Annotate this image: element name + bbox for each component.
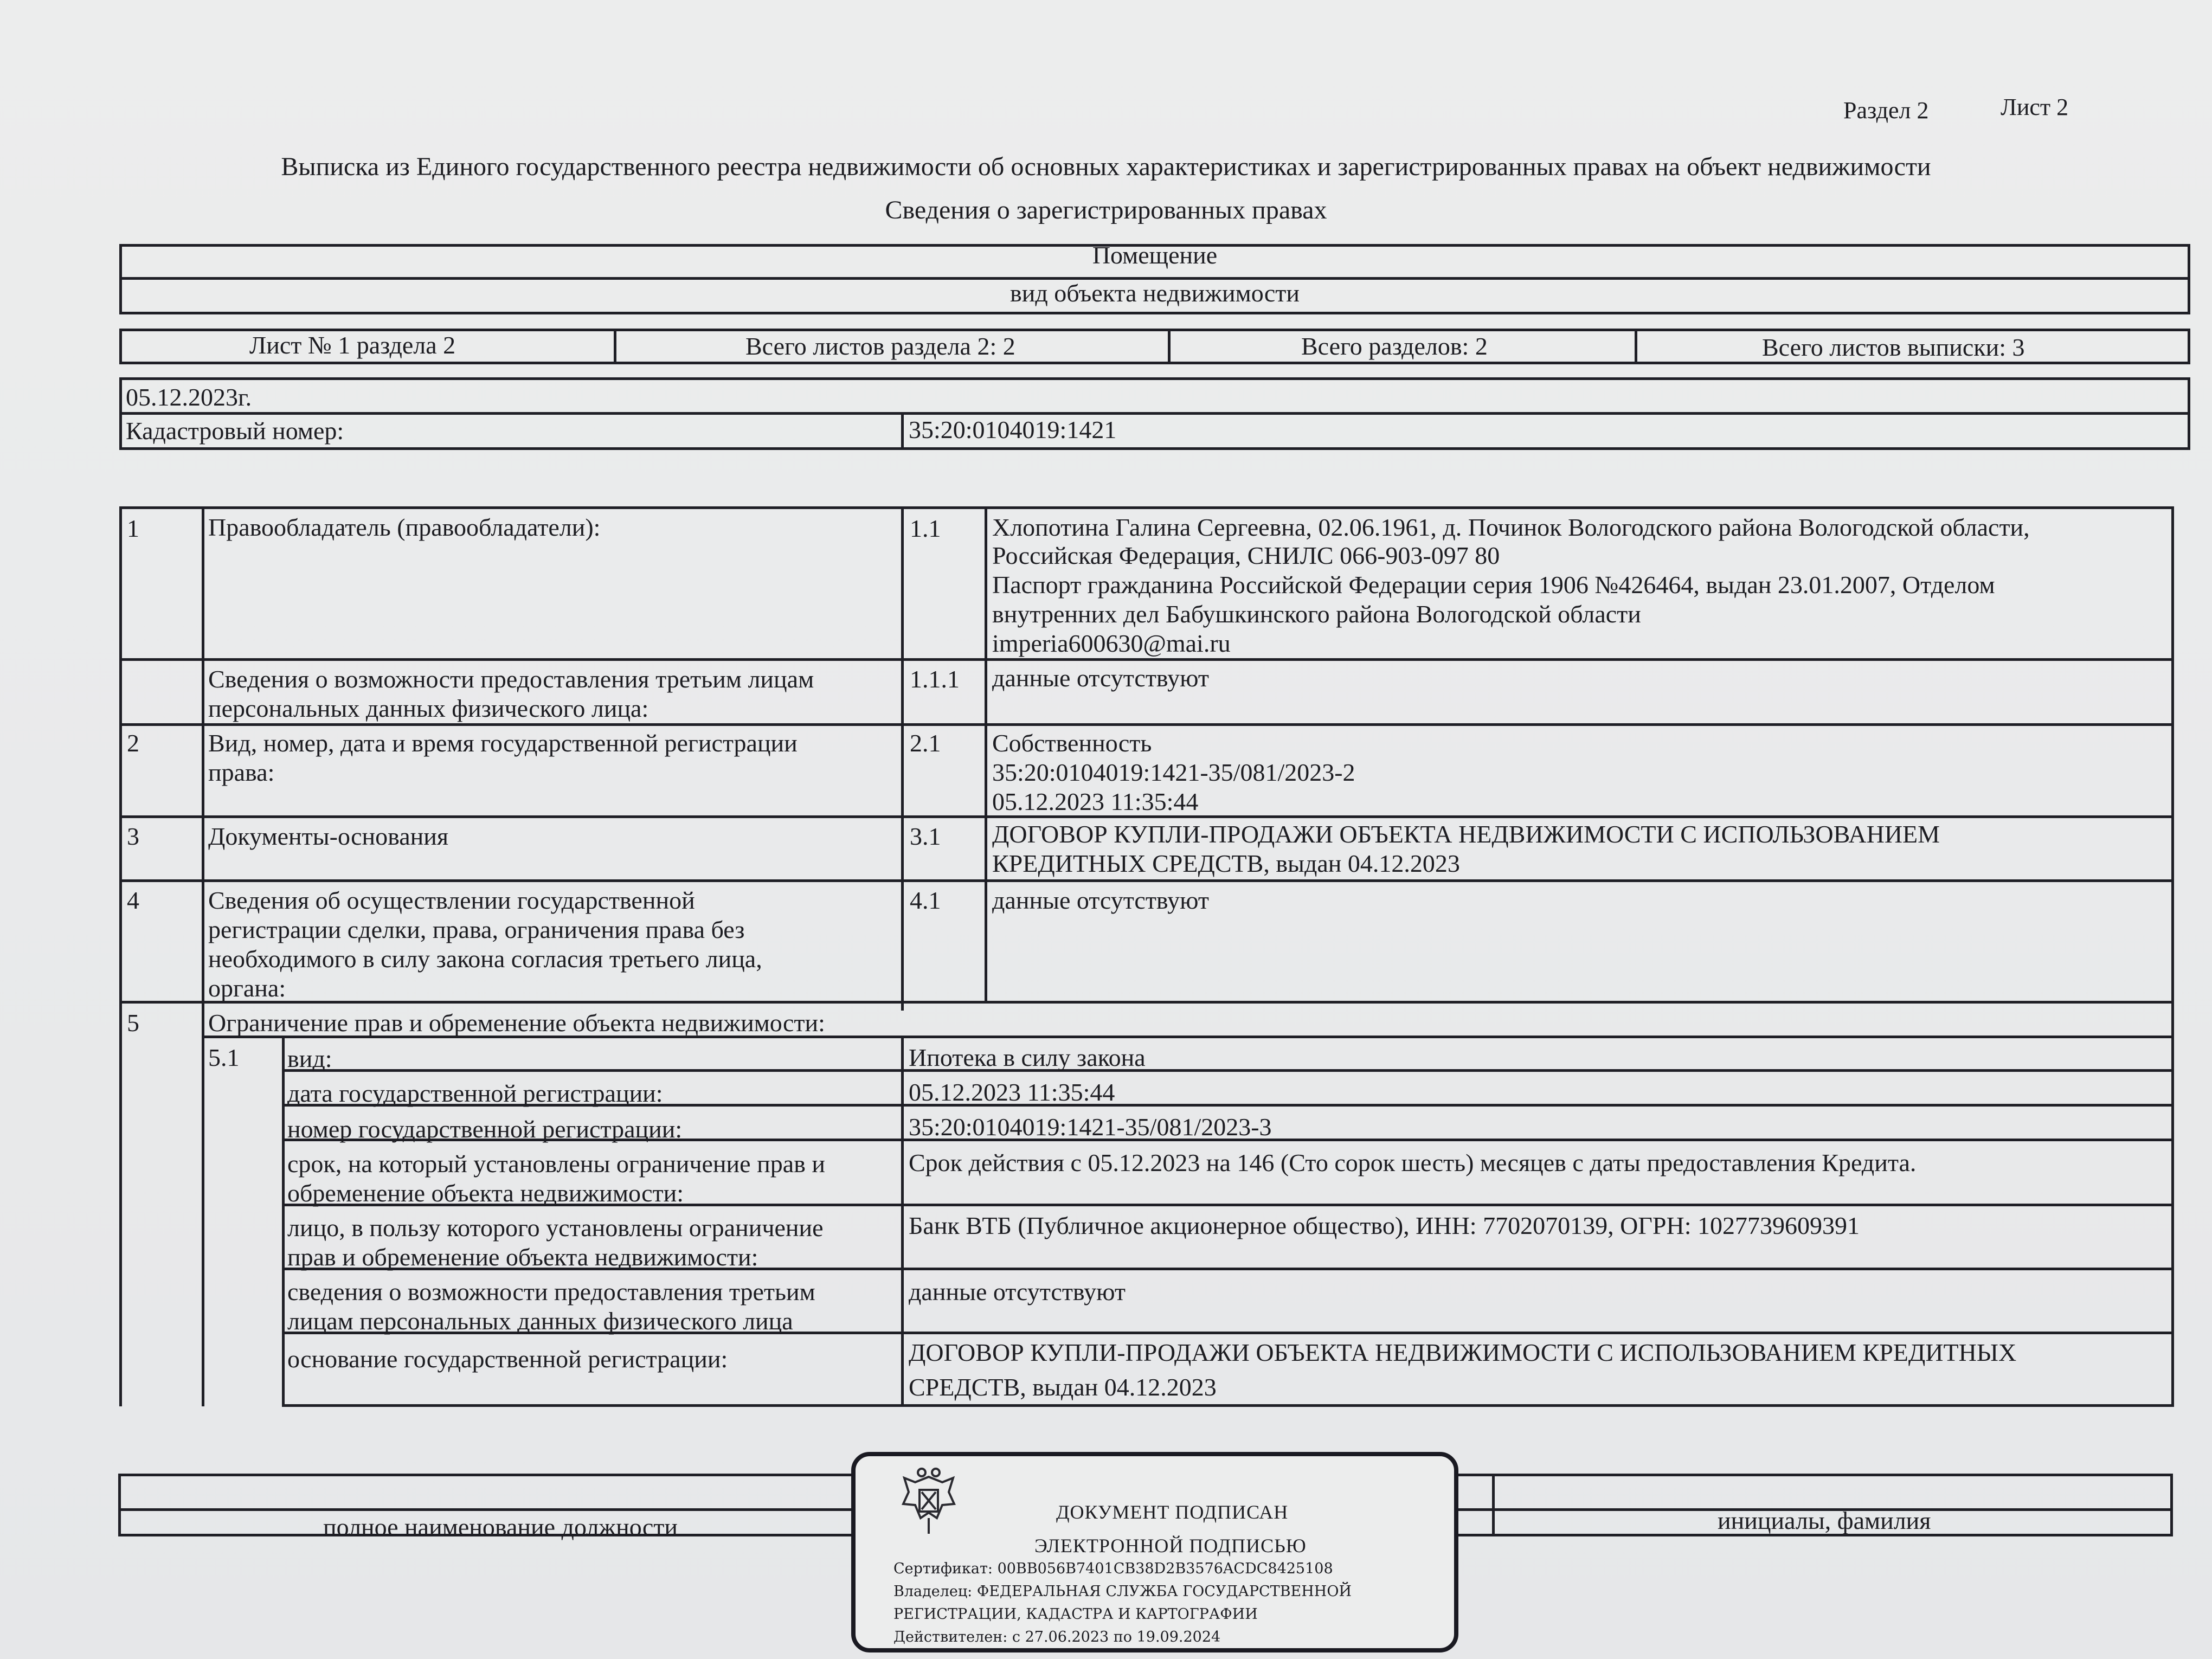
initials-caption: инициалы, фамилия xyxy=(1718,1507,1931,1534)
total-sheets: Всего листов выписки: 3 xyxy=(1762,333,2025,361)
row-1-sub: 1.1 xyxy=(910,515,941,542)
row-111-sub: 1.1.1 xyxy=(910,665,960,693)
row-2-sub: 2.1 xyxy=(910,729,941,757)
row-111-value: данные отсутствуют xyxy=(992,664,1209,692)
row-4-label: Сведения об осуществлении государственной xyxy=(208,886,695,914)
basis-document: ДОГОВОР КУПЛИ-ПРОДАЖИ ОБЪЕКТА НЕДВИЖИМОСТИ С ИСПОЛЬЗОВАНИЕМ xyxy=(992,820,1940,848)
encumbrance-value: данные отсутствуют xyxy=(909,1278,1126,1306)
stamp-owner: РЕГИСТРАЦИИ, КАДАСТРА И КАРТОГРАФИИ xyxy=(893,1606,1258,1623)
total-sections: Всего разделов: 2 xyxy=(1301,332,1488,360)
encumbrance-value: Ипотека в силу закона xyxy=(909,1044,1146,1071)
owner-line: внутренних дел Бабушкинского района Вологодской области xyxy=(992,600,1641,628)
emblem-icon xyxy=(893,1466,964,1542)
electronic-signature-stamp xyxy=(851,1452,1458,1652)
stamp-validity: Действителен: с 27.06.2023 по 19.09.2024 xyxy=(893,1629,1221,1645)
row-3-sub: 3.1 xyxy=(910,822,941,850)
right-type: Собственность xyxy=(992,729,1152,757)
document-title: Выписка из Единого государственного реестра недвижимости об основных характеристиках и зарегистрированных правах на объект недвижимости xyxy=(281,152,1931,181)
row-2-label: Вид, номер, дата и время государственной регистрации xyxy=(208,729,798,757)
stamp-certificate: Сертификат: 00BB056B7401CB38D2B3576ACDC8425108 xyxy=(893,1560,1333,1577)
row-4-number: 4 xyxy=(127,886,139,914)
encumbrance-label: обременение объекта недвижимости: xyxy=(287,1179,684,1207)
encumbrance-label: лицам персональных данных физического лица xyxy=(287,1307,793,1335)
encumbrance-value: Банк ВТБ (Публичное акционерное общество), ИНН: 7702070139, ОГРН: 1027739609391 xyxy=(909,1212,1860,1239)
sheet-no: Лист № 1 раздела 2 xyxy=(249,331,456,359)
encumbrance-label: срок, на который установлены ограничение прав и xyxy=(287,1150,825,1178)
encumbrance-value: Срок действия с 05.12.2023 на 146 (Сто сорок шесть) месяцев с даты предоставления Кредита. xyxy=(909,1149,1917,1176)
row-4-value: данные отсутствуют xyxy=(992,886,1209,914)
right-date: 05.12.2023 11:35:44 xyxy=(992,788,1199,815)
cadastral-number: 35:20:0104019:1421 xyxy=(909,416,1117,443)
row-3-number: 3 xyxy=(127,822,139,850)
cadastral-label: Кадастровый номер: xyxy=(126,417,344,445)
right-number: 35:20:0104019:1421-35/081/2023-2 xyxy=(992,758,1355,786)
row-1-number: 1 xyxy=(127,515,139,542)
row-2-number: 2 xyxy=(127,729,139,757)
encumbrance-label: вид: xyxy=(287,1045,332,1072)
row-4-label: регистрации сделки, права, ограничения права без xyxy=(208,916,745,943)
encumbrance-label: основание государственной регистрации: xyxy=(287,1345,728,1373)
row-4-label: органа: xyxy=(208,974,286,1002)
sheet-number: Лист 2 xyxy=(2001,94,2069,120)
stamp-title: ЭЛЕКТРОННОЙ ПОДПИСЬЮ xyxy=(1034,1535,1307,1557)
document-subtitle: Сведения о зарегистрированных правах xyxy=(885,196,1327,224)
owner-line: Паспорт гражданина Российской Федерации серия 1906 №426464, выдан 23.01.2007, Отделом xyxy=(992,571,1995,599)
position-caption: полное наименование должности xyxy=(323,1513,678,1541)
owner-line: Хлопотина Галина Сергеевна, 02.06.1961, д. Починок Вологодского района Вологодской области, xyxy=(992,513,2030,541)
encumbrance-value: ДОГОВОР КУПЛИ-ПРОДАЖИ ОБЪЕКТА НЕДВИЖИМОСТИ С ИСПОЛЬЗОВАНИЕМ КРЕДИТНЫХ xyxy=(909,1339,2017,1366)
encumbrance-label: номер государственной регистрации: xyxy=(287,1115,683,1143)
row-1-label: Правообладатель (правообладатели): xyxy=(208,513,601,541)
row-111-label: персональных данных физического лица: xyxy=(208,695,649,722)
row-51-sub: 5.1 xyxy=(208,1044,240,1071)
row-111-label: Сведения о возможности предоставления третьим лицам xyxy=(208,665,814,693)
encumbrance-label: лицо, в пользу которого установлены ограничение xyxy=(287,1214,824,1242)
encumbrance-label: дата государственной регистрации: xyxy=(287,1079,663,1107)
section-number: Раздел 2 xyxy=(1843,97,1929,124)
extract-date: 05.12.2023г. xyxy=(126,383,252,411)
owner-line: Российская Федерация, СНИЛС 066-903-097 80 xyxy=(992,542,1500,569)
row-4-label: необходимого в силу закона согласия третьего лица, xyxy=(208,945,762,973)
encumbrance-label: сведения о возможности предоставления третьим xyxy=(287,1278,815,1306)
row-3-label: Документы-основания xyxy=(208,822,449,850)
stamp-owner: Владелец: ФЕДЕРАЛЬНАЯ СЛУЖБА ГОСУДАРСТВЕННОЙ xyxy=(893,1583,1352,1600)
total-sheets-section: Всего листов раздела 2: 2 xyxy=(745,332,1015,360)
encumbrance-value: 05.12.2023 11:35:44 xyxy=(909,1078,1115,1106)
basis-document: КРЕДИТНЫХ СРЕДСТВ, выдан 04.12.2023 xyxy=(992,850,1460,877)
owner-email: imperia600630@mai.ru xyxy=(992,629,1231,657)
object-type: Помещение xyxy=(1092,241,1218,269)
row-4-sub: 4.1 xyxy=(910,886,941,914)
object-type-label: вид объекта недвижимости xyxy=(1010,279,1300,307)
row-5-number: 5 xyxy=(127,1009,139,1037)
encumbrance-value: СРЕДСТВ, выдан 04.12.2023 xyxy=(909,1373,1217,1401)
stamp-title: ДОКУМЕНТ ПОДПИСАН xyxy=(1056,1501,1289,1523)
encumbrance-value: 35:20:0104019:1421-35/081/2023-3 xyxy=(909,1113,1272,1141)
row-2-label: права: xyxy=(208,758,275,786)
row-5-label: Ограничение прав и обременение объекта недвижимости: xyxy=(208,1009,825,1037)
encumbrance-label: прав и обременение объекта недвижимости: xyxy=(287,1243,758,1271)
